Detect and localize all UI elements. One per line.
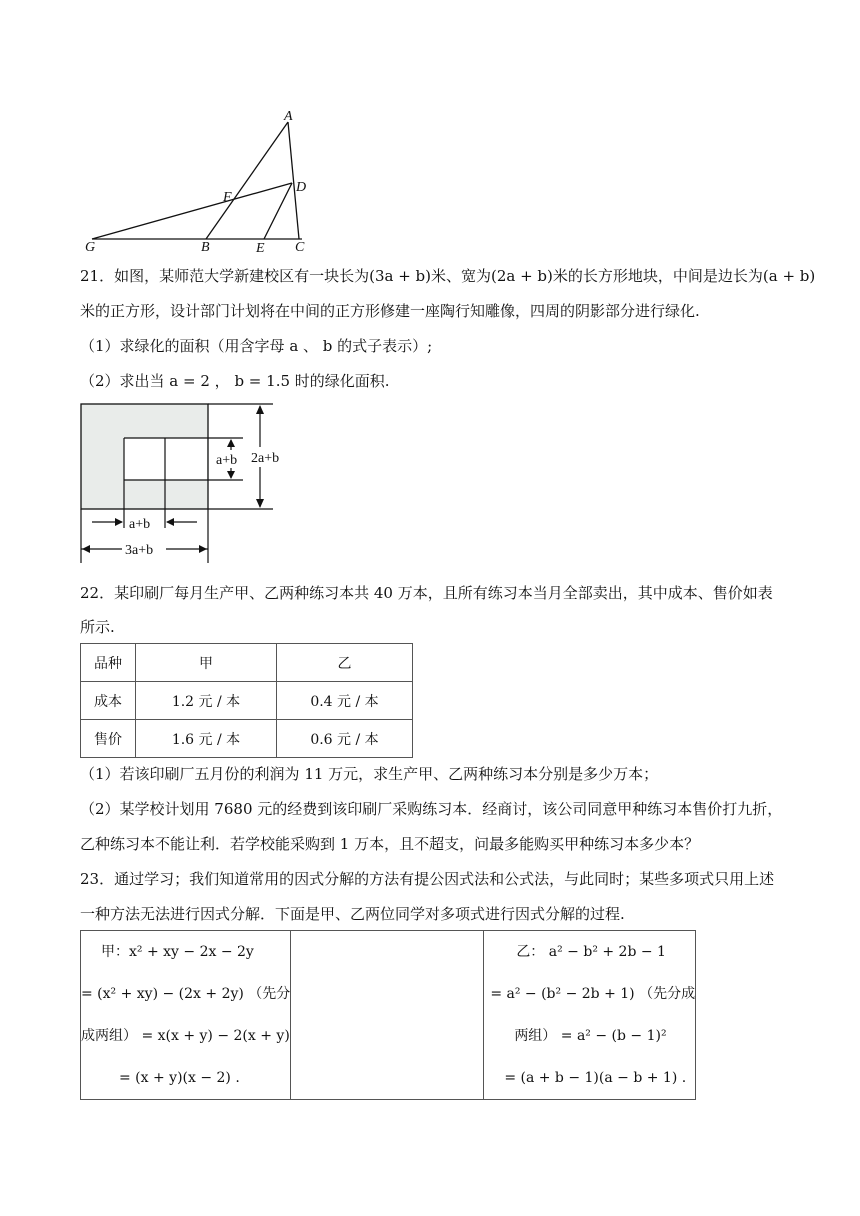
table-cell: 1.6 元 / 本 bbox=[136, 720, 277, 758]
label-outer-height: 2a+b bbox=[251, 451, 280, 466]
table-row bbox=[81, 931, 696, 1100]
label-g: G bbox=[85, 240, 96, 255]
table-header-cell: 品种 bbox=[81, 644, 136, 682]
label-c: C bbox=[295, 240, 305, 255]
table-row bbox=[81, 682, 413, 720]
q21-sub2: （2）求出当 a = 2 ， b = 1.5 时的绿化面积. bbox=[80, 372, 390, 390]
q22-line1: 22．某印刷厂每月生产甲、乙两种练习本共 40 万本，且所有练习本当月全部卖出，其中成本、售价如表 bbox=[80, 584, 773, 602]
table-header-cell: 乙 bbox=[277, 644, 413, 682]
table-cell: 售价 bbox=[81, 720, 136, 758]
table-cell: 成本 bbox=[81, 682, 136, 720]
label-d: D bbox=[296, 180, 307, 195]
q22-line2: 所示. bbox=[80, 618, 115, 636]
jia-step-2: = (x² + xy) − (2x + 2y) （先分 bbox=[81, 986, 291, 1002]
yi-cell bbox=[484, 931, 696, 1100]
q22-sub2-line2: 乙种练习本不能让利．若学校能采购到 1 万本，且不超支，问最多能购买甲种练习本多少本？ bbox=[80, 835, 700, 853]
jia-step-1: 甲：x² + xy − 2x − 2y bbox=[101, 944, 254, 960]
q22-sub2-line1: （2）某学校计划用 7680 元的经费到该印刷厂采购练习本．经商讨，该公司同意甲种练习本售价打九折， bbox=[80, 800, 783, 818]
table-row bbox=[81, 644, 413, 682]
jia-step-4: = (x + y)(x − 2) . bbox=[119, 1070, 240, 1086]
label-a: A bbox=[284, 109, 293, 124]
q22-sub1: （1）若该印刷厂五月份的利润为 11 万元，求生产甲、乙两种练习本分别是多少万本； bbox=[80, 765, 659, 783]
q23-line1: 23．通过学习；我们知道常用的因式分解的方法有提公因式法和公式法，与此同时；某些多项式只用上述 bbox=[80, 870, 775, 888]
table-row bbox=[81, 720, 413, 758]
label-e: E bbox=[256, 241, 265, 255]
q21-line2: 米的正方形，设计部门计划将在中间的正方形修建一座陶行知雕像，四周的阴影部分进行绿化. bbox=[80, 302, 700, 320]
table-header-cell: 甲 bbox=[136, 644, 277, 682]
rectangle-figure bbox=[78, 400, 318, 570]
q21-line1: 21．如图，某师范大学新建校区有一块长为(3a + b)米、宽为(2a + b)米的长方形地块，中间是边长为(a + b) bbox=[80, 267, 816, 285]
yi-step-3: 两组） = a² − (b − 1)² bbox=[514, 1028, 667, 1044]
q21-sub1: （1）求绿化的面积（用含字母 a 、 b 的式子表示）; bbox=[80, 337, 433, 355]
table-cell: 1.2 元 / 本 bbox=[136, 682, 277, 720]
empty-cell bbox=[291, 931, 484, 1100]
jia-cell bbox=[81, 931, 291, 1100]
label-outer-width: 3a+b bbox=[125, 543, 154, 558]
table-cell: 0.4 元 / 本 bbox=[277, 682, 413, 720]
label-inner-height: a+b bbox=[216, 453, 238, 468]
yi-step-1: 乙： a² − b² + 2b − 1 bbox=[516, 944, 666, 960]
label-f: F bbox=[223, 190, 232, 205]
label-inner-width: a+b bbox=[129, 517, 151, 532]
q23-line2: 一种方法无法进行因式分解．下面是甲、乙两位同学对多项式进行因式分解的过程. bbox=[80, 905, 625, 923]
yi-step-4: = (a + b − 1)(a − b + 1) . bbox=[504, 1070, 687, 1086]
label-b: B bbox=[201, 240, 210, 255]
factorization-table bbox=[80, 930, 696, 1100]
jia-step-3: 成两组） = x(x + y) − 2(x + y) bbox=[81, 1028, 290, 1044]
table-cell: 0.6 元 / 本 bbox=[277, 720, 413, 758]
triangle-figure bbox=[80, 105, 320, 255]
yi-step-2: = a² − (b² − 2b + 1) （先分成 bbox=[490, 986, 696, 1002]
cost-price-table bbox=[80, 643, 413, 758]
